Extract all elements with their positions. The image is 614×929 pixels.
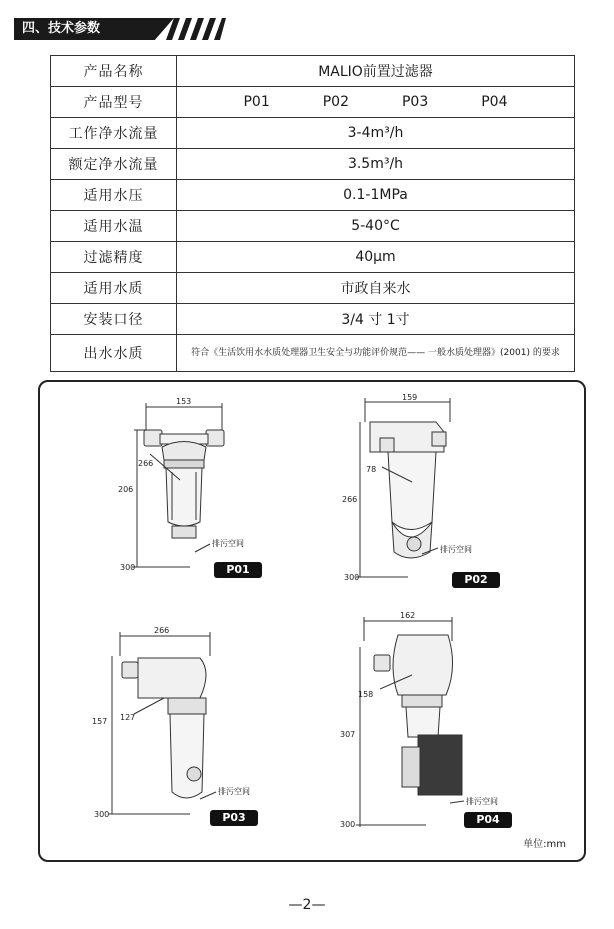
drain-label-p01: 排污空间 bbox=[212, 539, 244, 548]
dim-height-p03: 157 bbox=[92, 717, 108, 726]
dim-clearance-p02: 300 bbox=[344, 573, 360, 582]
row-value: MALIO前置过滤器 bbox=[177, 56, 575, 87]
table-row bbox=[51, 242, 575, 273]
diagram-p04 bbox=[340, 607, 550, 831]
filter-p04-icon bbox=[340, 607, 550, 827]
dim-width-p01: 153 bbox=[176, 397, 192, 406]
row-value: 市政自来水 bbox=[177, 273, 575, 304]
row-label: 过滤精度 bbox=[51, 242, 177, 273]
header-stripes-icon bbox=[166, 18, 226, 40]
row-label: 安装口径 bbox=[51, 304, 177, 335]
dim-diameter-p02: 78 bbox=[366, 465, 377, 474]
row-value-models bbox=[177, 87, 575, 118]
row-label: 额定净水流量 bbox=[51, 149, 177, 180]
row-label: 出水水质 bbox=[51, 335, 177, 372]
row-value-note: 符合《生活饮用水水质处理器卫生安全与功能评价规范—— 一般水质处理器》(2001) 的要求 bbox=[177, 335, 575, 372]
filter-p02-icon bbox=[340, 392, 540, 582]
row-label: 产品型号 bbox=[51, 87, 177, 118]
drain-label-p03: 排污空间 bbox=[218, 787, 250, 796]
dim-width-p03: 266 bbox=[154, 626, 170, 635]
row-label: 工作净水流量 bbox=[51, 118, 177, 149]
table-row bbox=[51, 149, 575, 180]
dim-clearance-p03: 300 bbox=[94, 810, 110, 819]
row-value: 3.5m³/h bbox=[177, 149, 575, 180]
dim-height-p01: 206 bbox=[118, 485, 134, 494]
row-value: 0.1-1MPa bbox=[177, 180, 575, 211]
dim-diameter-p03: 127 bbox=[120, 713, 136, 722]
model-tag-p02: P02 bbox=[452, 572, 500, 588]
spec-table bbox=[50, 55, 575, 372]
dim-diameter-p04: 158 bbox=[358, 690, 374, 699]
model-tag-p03: P03 bbox=[210, 810, 258, 826]
row-label: 产品名称 bbox=[51, 56, 177, 87]
table-row bbox=[51, 118, 575, 149]
row-value: 3-4m³/h bbox=[177, 118, 575, 149]
table-row bbox=[51, 87, 575, 118]
diagram-p02 bbox=[340, 392, 540, 586]
drain-label-p02: 排污空间 bbox=[440, 545, 472, 554]
section-title: 四、技术参数 bbox=[22, 21, 101, 36]
table-row bbox=[51, 211, 575, 242]
diagram-p01 bbox=[110, 392, 310, 586]
model-p04: P04 bbox=[481, 94, 508, 110]
table-row bbox=[51, 273, 575, 304]
row-label: 适用水质 bbox=[51, 273, 177, 304]
row-label: 适用水温 bbox=[51, 211, 177, 242]
dim-width-p02: 159 bbox=[402, 393, 418, 402]
model-p03: P03 bbox=[401, 94, 429, 110]
dim-clearance-p01: 300 bbox=[120, 563, 136, 572]
table-row bbox=[51, 56, 575, 87]
row-label: 适用水压 bbox=[51, 180, 177, 211]
diagram-p03 bbox=[90, 624, 310, 828]
row-value: 5-40°C bbox=[177, 211, 575, 242]
dim-width-p04: 162 bbox=[400, 611, 416, 620]
table-row bbox=[51, 335, 575, 372]
dim-diameter-p01: 266 bbox=[138, 459, 154, 468]
page-number: —2— bbox=[288, 897, 326, 913]
drain-label-p04: 排污空间 bbox=[466, 797, 498, 806]
dim-clearance-p04: 300 bbox=[340, 820, 356, 829]
table-row bbox=[51, 304, 575, 335]
dim-height-p02: 266 bbox=[342, 495, 358, 504]
row-value: 3/4 寸 1寸 bbox=[177, 304, 575, 335]
filter-p01-icon bbox=[110, 392, 310, 582]
model-p02: P02 bbox=[322, 94, 349, 110]
model-tag-p04: P04 bbox=[464, 812, 512, 828]
row-value: 40μm bbox=[177, 242, 575, 273]
unit-label: 单位:mm bbox=[523, 839, 566, 850]
diagram-panel bbox=[38, 380, 586, 862]
model-tag-p01: P01 bbox=[214, 562, 262, 578]
section-header bbox=[14, 18, 214, 40]
filter-p03-icon bbox=[90, 624, 310, 824]
model-p01: P01 bbox=[243, 94, 270, 110]
table-row bbox=[51, 180, 575, 211]
dim-height-p04: 307 bbox=[340, 730, 356, 739]
